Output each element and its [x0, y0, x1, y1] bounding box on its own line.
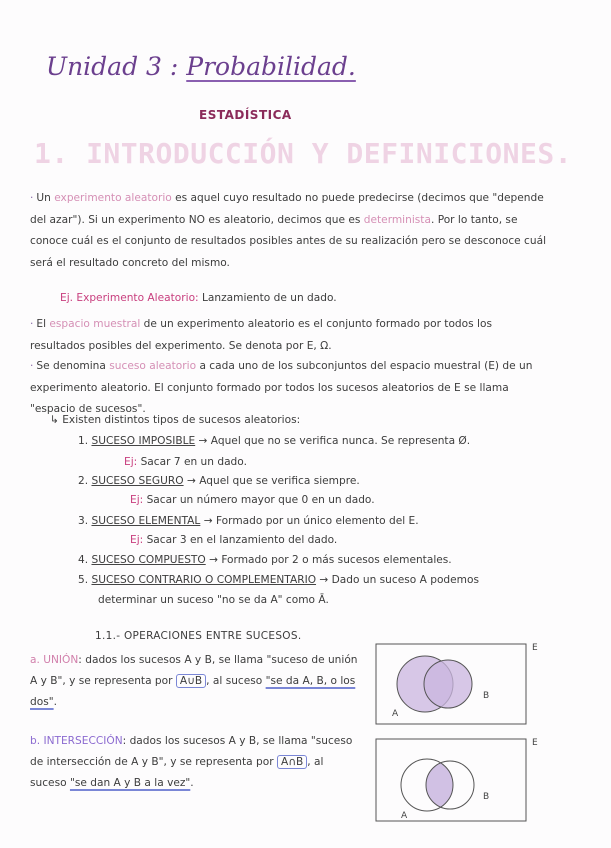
type-5-continuation: determinar un suceso "no se da A" como Ā. [98, 594, 329, 606]
example-experimento: Ej. Experimento Aleatorio: Lanzamiento de un dado. [60, 292, 337, 304]
union-definition: a. UNIÓN: dados los sucesos A y B, se llama "suceso de unión A y B", y se representa por A∪B , al suceso "se da A, B, o los dos". [30, 654, 358, 708]
term-espacio-muestral: espacio muestral [49, 318, 141, 330]
unit-subject: Probabilidad. [186, 52, 356, 81]
types-intro: ↳ Existen distintos tipos de sucesos aleatorios: [50, 414, 301, 426]
type-item: 3. SUCESO ELEMENTAL → Formado por un único elemento del E. [78, 515, 419, 527]
paragraph-experimento: · Un experimento aleatorio es aquel cuyo resultado no puede predecirse (decimos que "depende del azar"). Si un experimento NO es aleatorio, decimos que es determinista. Por lo tanto, se conoce cuál es el conjunto de resultados posibles antes de su realización pero se desconoce cuál será el resultado concreto del mismo. [30, 192, 547, 269]
type-item: 2. SUCESO SEGURO → Aquel que se verifica siempre. [78, 475, 360, 487]
paragraph-suceso-aleatorio: · Se denomina suceso aleatorio a cada uno de los subconjuntos del espacio muestral (E) de un experimento aleatorio. El conjunto formado por todos los sucesos aleatorios de E se llama "espacio de sucesos". [30, 360, 533, 415]
type-example: Ej: Sacar 3 en el lanzamiento del dado. [130, 534, 338, 546]
term-determinista: determinista [363, 213, 431, 226]
type-example: Ej: Sacar un número mayor que 0 en un dado. [130, 494, 375, 506]
label-a: A [392, 709, 399, 719]
union-venn-diagram [375, 638, 545, 728]
label-e: E [532, 643, 538, 653]
term-experimento-aleatorio: experimento aleatorio [54, 192, 172, 204]
unit-number: Unidad 3 : [46, 52, 187, 81]
label-b: B [483, 792, 490, 802]
intersection-symbol: A∩B [277, 755, 307, 769]
union-meaning: "se da A, B, o los dos" [30, 675, 356, 708]
label-b: B [483, 691, 490, 701]
intersection-label: b. INTERSECCIÓN [30, 735, 123, 747]
type-item: 1. SUCESO IMPOSIBLE → Aquel que no se verifica nunca. Se representa Ø. [78, 435, 471, 447]
label-a: A [401, 811, 408, 821]
type-item: 4. SUCESO COMPUESTO → Formado por 2 o más sucesos elementales. [78, 554, 452, 566]
intersection-definition: b. INTERSECCIÓN: dados los sucesos A y B, se llama "suceso de intersección de A y B", y se representa por A∩B , al suceso "se dan A y B a la vez". [30, 735, 353, 789]
unit-title [46, 52, 356, 81]
intersection-meaning: "se dan A y B a la vez" [69, 777, 191, 789]
paragraph-espacio-muestral: · El espacio muestral de un experimento aleatorio es el conjunto formado por todos los resultados posibles del experimento. Se denota por E, Ω. [30, 318, 492, 352]
chapter-heading: 1. INTRODUCCIÓN Y DEFINICIONES. [34, 137, 573, 170]
term-suceso-aleatorio: suceso aleatorio [109, 360, 197, 372]
operations-subheading: 1.1.- OPERACIONES ENTRE SUCESOS. [95, 630, 302, 642]
label-e: E [532, 738, 538, 748]
union-symbol: A∪B [176, 674, 206, 688]
type-item: 5. SUCESO CONTRARIO O COMPLEMENTARIO → Dado un suceso A podemos [78, 574, 479, 586]
set-b-circle [424, 660, 472, 708]
type-example: Ej: Sacar 7 en un dado. [124, 456, 247, 468]
section-label: ESTADÍSTICA [199, 108, 292, 122]
union-label: a. UNIÓN [30, 654, 79, 666]
intersection-venn-diagram [375, 733, 545, 825]
